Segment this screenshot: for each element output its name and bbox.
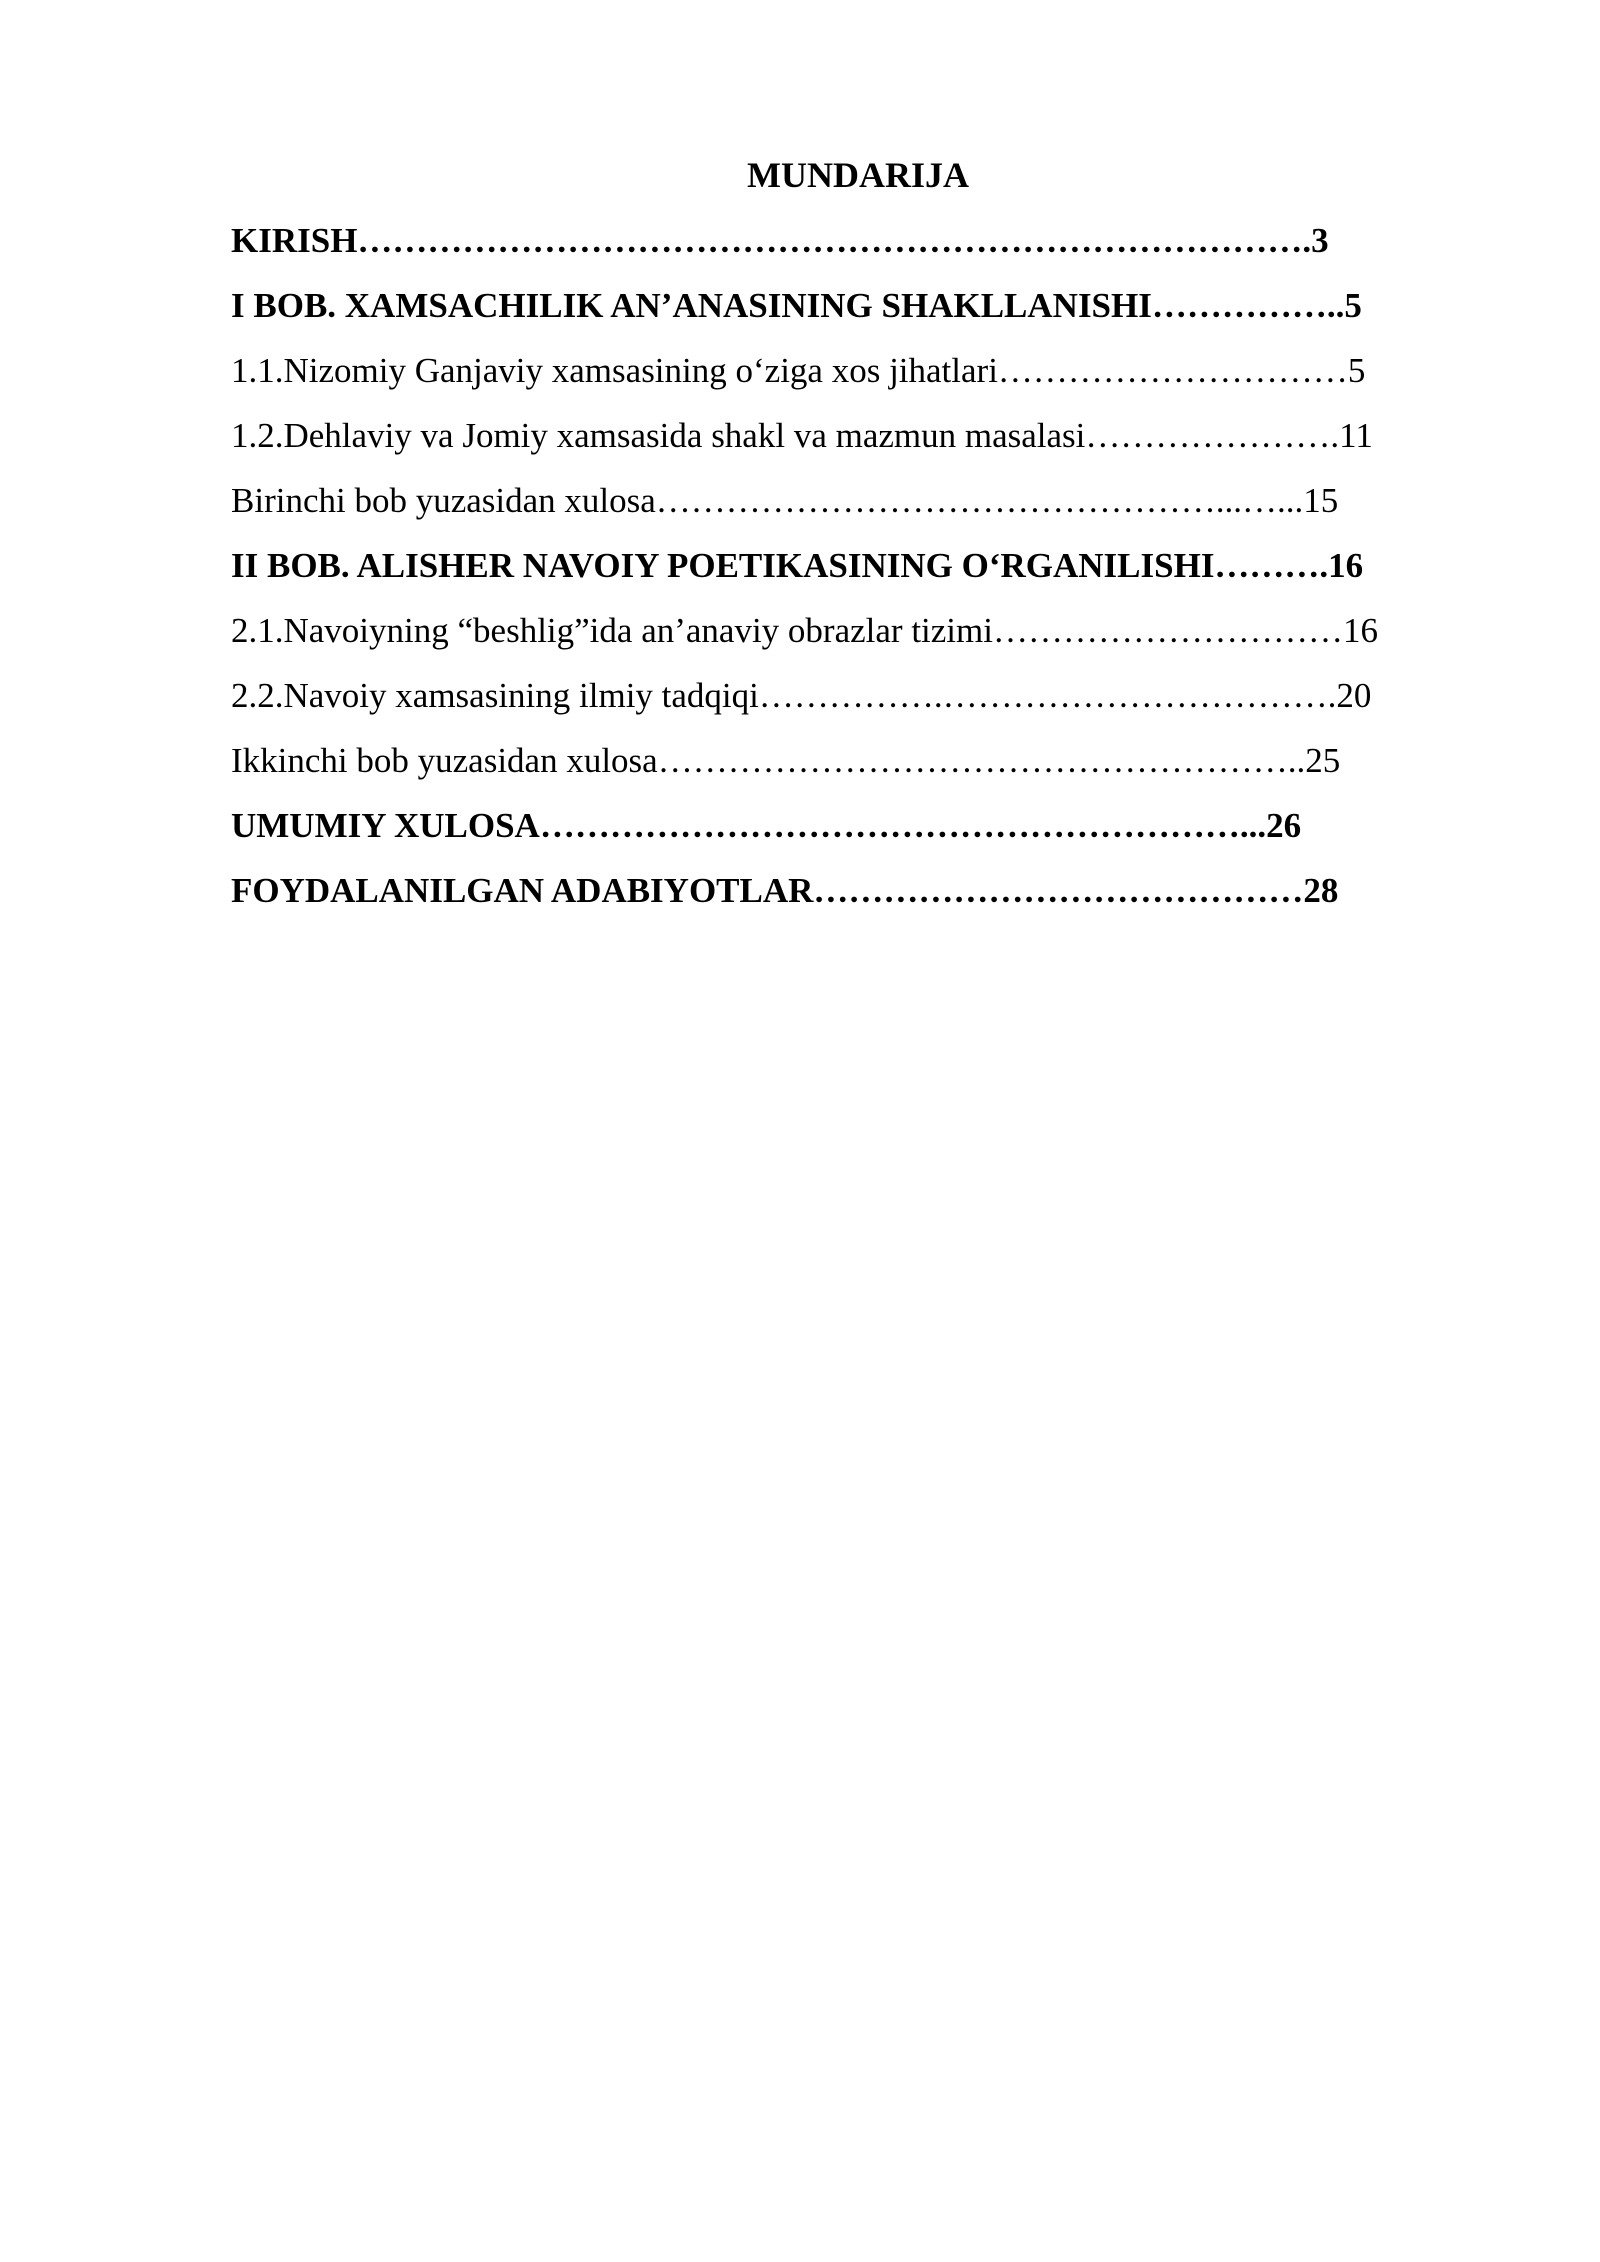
toc-entry-chapter-2-conclusion (231, 734, 1481, 799)
page-title: MUNDARIJA (747, 155, 969, 195)
toc-entry-general-conclusion (231, 799, 1481, 864)
toc-entry-text: Ikkinchi bob yuzasidan xulosa………………………………………………..25 (231, 741, 1341, 780)
toc-entry-text: I BOB. XAMSACHILIK AN’ANASINING SHAKLLANISHI……………..5 (231, 286, 1362, 325)
toc-entry-text: 2.1.Navoiyning “beshlig”ida an’anaviy obrazlar tizimi…………………………16 (231, 611, 1378, 650)
toc-entry-text: 1.2.Dehlaviy va Jomiy xamsasida shakl va mazmun masalasi………………….11 (231, 416, 1373, 455)
toc-entry-chapter-1 (231, 279, 1481, 344)
toc-entry-text: 2.2.Navoiy xamsasining ilmiy tadqiqi…………….…………………………….20 (231, 676, 1372, 715)
table-of-contents (231, 214, 1481, 929)
toc-entry-text: 1.1.Nizomiy Ganjaviy xamsasining o‘ziga xos jihatlari…………………………5 (231, 351, 1366, 390)
toc-entry-section-1-1 (231, 344, 1481, 409)
toc-entry-text: UMUMIY XULOSA……………………………………………………...26 (231, 806, 1302, 845)
toc-entry-section-2-1 (231, 604, 1481, 669)
toc-entry-text: KIRISH……………………………………………………………………….3 (231, 221, 1329, 260)
toc-entry-text: Birinchi bob yuzasidan xulosa…………………………………………...…...15 (231, 481, 1339, 520)
toc-entry-section-2-2 (231, 669, 1481, 734)
toc-entry-text: FOYDALANILGAN ADABIYOTLAR……………………………………28 (231, 871, 1339, 910)
toc-entry-section-1-2 (231, 409, 1481, 474)
toc-entry-text: II BOB. ALISHER NAVOIY POETIKASINING O‘RGANILISHI……….16 (231, 546, 1364, 585)
toc-entry-chapter-1-conclusion (231, 474, 1481, 539)
toc-entry-references (231, 864, 1481, 929)
toc-entry-chapter-2 (231, 539, 1481, 604)
toc-entry-introduction (231, 214, 1481, 279)
